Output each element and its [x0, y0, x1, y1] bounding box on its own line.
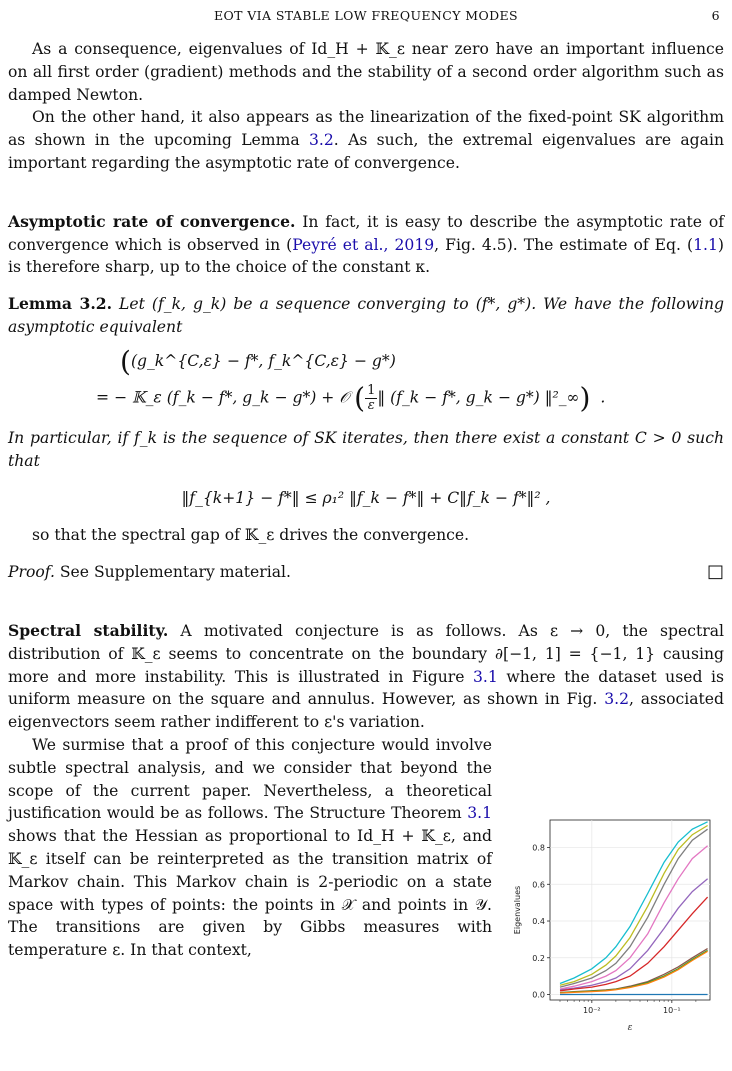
text-run: In fact, it is easy to describe the asymptotic rate of convergence which is observed in ( [8, 212, 724, 254]
text-run: , Fig. 4.5). The estimate of Eq. ( [434, 235, 694, 254]
equation-text: ‖ (f_k − f*, g_k − g*) ‖²_∞ [377, 388, 580, 407]
fraction-denominator: ε [367, 397, 375, 413]
y-tick-label: 0.2 [532, 953, 545, 963]
text-run: We surmise that a proof of this conjecture would involve subtle spectral analysis, and we consider that beyond the scope of the current paper. Nevertheless, a theoretical justification would be as follows. The Structure Theorem [8, 735, 492, 823]
text-run: . As such, the extremal eigenvalues are again important regarding the asymptotic rate of convergence. [8, 131, 724, 172]
proof-label: Proof. [8, 563, 55, 582]
eigenvalue-figure [508, 810, 720, 1045]
citation-link[interactable]: Peyré et al., 2019 [292, 235, 435, 254]
lemma-title: Lemma 3.2. [8, 294, 113, 314]
equation-line-2: = − 𝕂_ε (f_k − f*, g_k − g*) + 𝒪 ( $\frac{1}{\varepsilon}$ ‖ (f_k − f*, g_k − g*) ‖²_∞) . [96, 381, 606, 415]
paragraph-linearization [8, 106, 724, 174]
text-run: A motivated conjecture is as follows. As ε → 0, the spectral distribution of 𝕂_ε seems to concentrate on the boundary ∂[−1, 1] = {−1, 1} causing more and more instability. This is illustrated in Figure [8, 621, 724, 686]
equation-line-1: ((g_k^{C,ε} − f*, f_k^{C,ε} − g*) [120, 344, 396, 378]
proof-text: See Supplementary material. [54, 563, 291, 582]
paragraph-asymptotic [8, 211, 724, 279]
qed-symbol: □ [706, 561, 724, 583]
text-run: shows that the Hessian as proportional to Id_H + 𝕂_ε, and 𝕂_ε itself can be reinterpreted as the transition matrix of Markov chain. This Markov chain is 2-periodic on a state space with types of points: the points in 𝒳 and points in 𝒴. The transitions are given by Gibbs measures with temperature ε. In that context, [8, 827, 492, 960]
y-axis-label: Eigenvalues [513, 885, 522, 935]
figure-ref-link-1[interactable]: 3.1 [472, 667, 498, 686]
x-tick-label: 10⁻² [583, 1006, 601, 1015]
y-tick-label: 0.6 [532, 880, 545, 890]
text-run: ) is therefore sharp, up to the choice of the constant κ. [8, 235, 724, 277]
plot-area [550, 820, 710, 1000]
text-run: , associated eigenvectors seem rather indifferent to ε's variation. [8, 690, 724, 732]
figure-ref-link-2[interactable]: 3.2 [604, 690, 630, 709]
lemma-ref-link[interactable]: 3.2 [308, 131, 334, 150]
paragraph-surmise [8, 734, 492, 962]
text-run: where the dataset used is uniform measure on the square and annulus. However, as shown in Fig. [8, 667, 724, 709]
section-heading-asymptotic: Asymptotic rate of convergence. [8, 211, 296, 231]
paragraph-consequence: As a consequence, eigenvalues of Id_H + 𝕂_ε near zero have an important influence on all first order (gradient) methods and the stability of a second order algorithm such as damped Newton. [8, 40, 724, 104]
equation-ref-link[interactable]: 1.1 [693, 235, 718, 254]
x-axis-label: ε [627, 1023, 633, 1033]
fraction-numerator: 1 [367, 382, 376, 398]
equation-sk-bound: ‖f_{k+1} − f*‖ ≤ ρ₁² ‖f_k − f*‖ + C‖f_k − f*‖² , [181, 489, 551, 508]
running-head [0, 8, 732, 26]
paragraph-spectral-gap: so that the spectral gap of 𝕂_ε drives the convergence. [32, 526, 470, 545]
y-tick-label: 0.8 [532, 843, 545, 853]
x-tick-label: 10⁻¹ [663, 1006, 681, 1015]
theorem-ref-link[interactable]: 3.1 [467, 804, 492, 823]
lemma-statement [8, 293, 724, 339]
equation-text: = − 𝕂_ε (f_k − f*, g_k − g*) + 𝒪 [96, 388, 350, 407]
lemma-body: Let (f_k, g_k) be a sequence converging to (f*, g*). We have the following asymptotic equivalent [8, 295, 724, 336]
eigenvalue-chart [508, 810, 720, 1045]
fraction [365, 384, 377, 413]
proof-block [8, 561, 724, 584]
page-number: 6 [711, 8, 720, 23]
lemma-particular: In particular, if f_k is the sequence of SK iterates, then there exist a constant C > 0 such that [8, 428, 724, 470]
running-title: EOT VIA STABLE LOW FREQUENCY MODES [213, 8, 519, 23]
equation-end: . [600, 388, 606, 407]
section-heading-spectral: Spectral stability. [8, 620, 169, 640]
y-tick-label: 0.4 [532, 917, 545, 927]
y-tick-label: 0.0 [532, 990, 545, 1000]
equation-text: (g_k^{C,ε} − f*, f_k^{C,ε} − g*) [130, 351, 396, 370]
paragraph-spectral-stability [8, 620, 724, 734]
text-run: On the other hand, it also appears as the linearization of the fixed-point SK algorithm as shown in the upcoming Lemma [8, 108, 724, 150]
